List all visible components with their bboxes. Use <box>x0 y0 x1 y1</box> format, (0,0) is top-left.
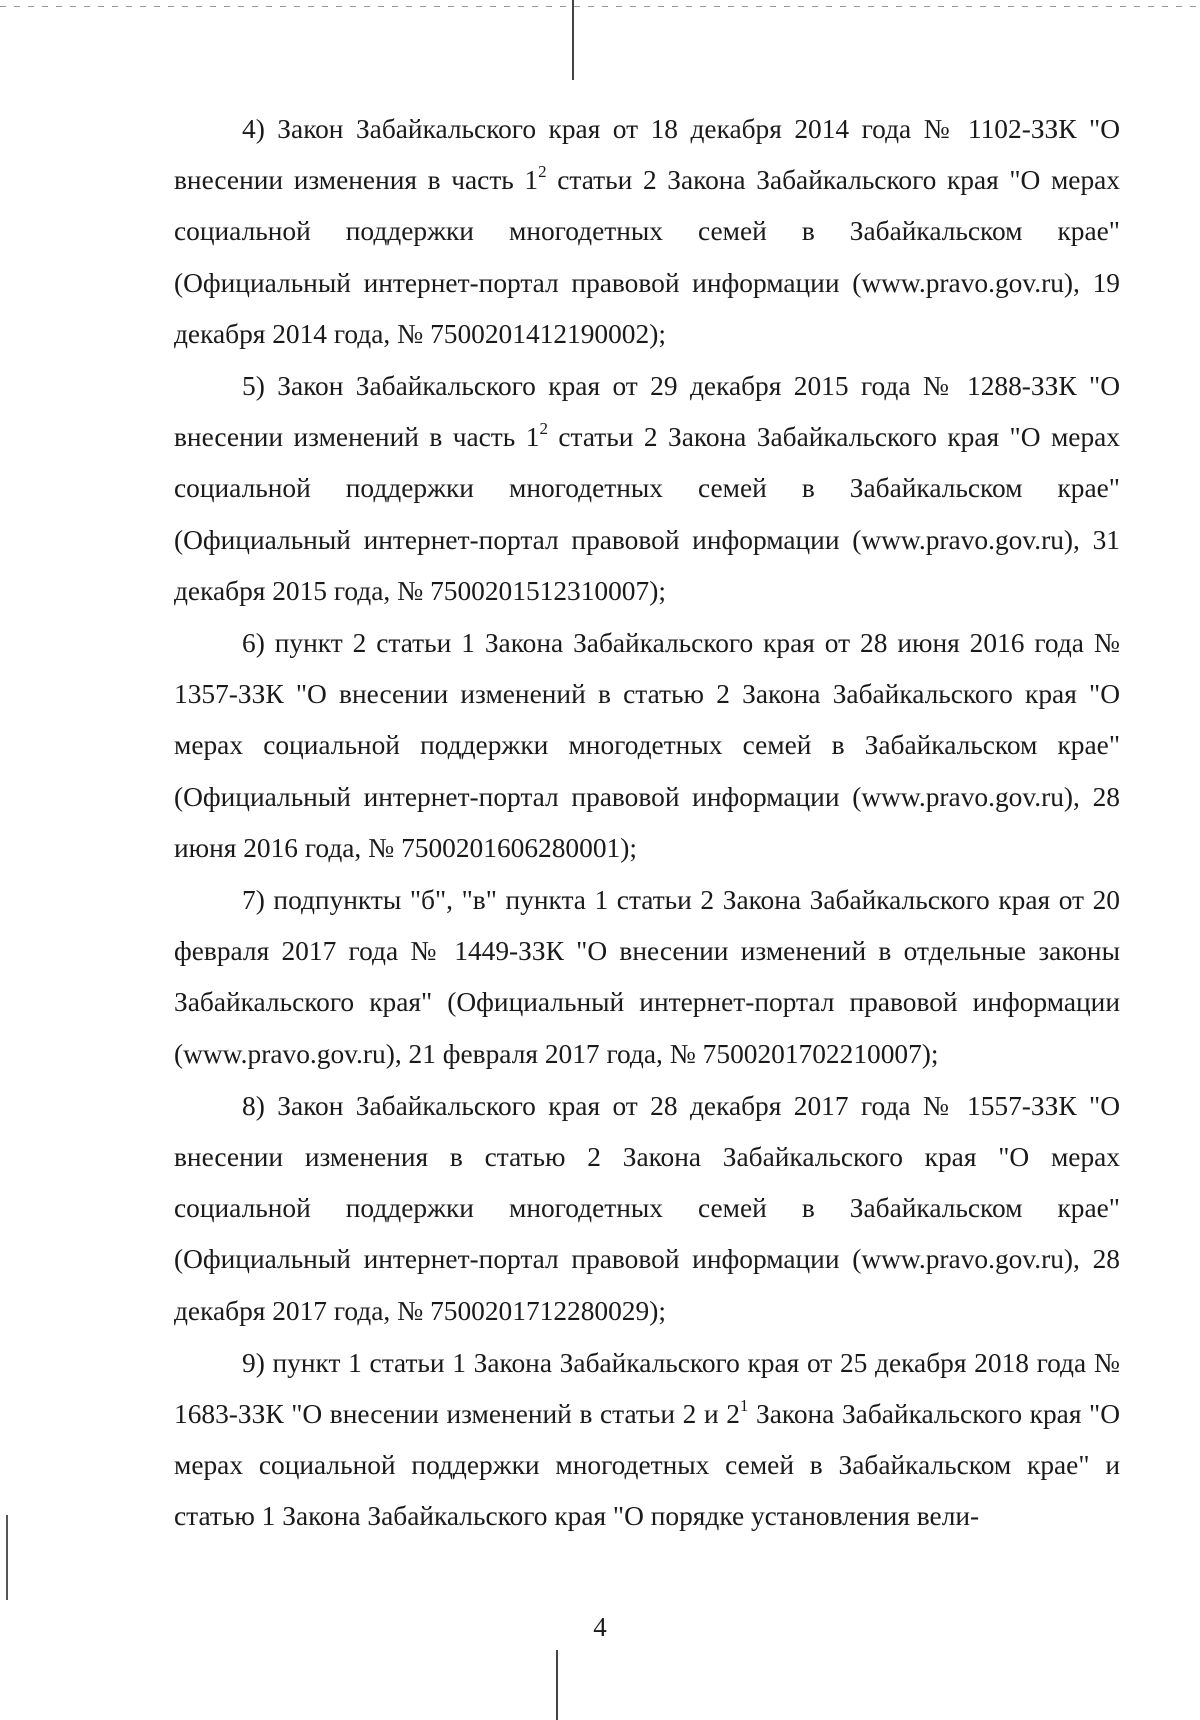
scan-artifact-bottom-line <box>556 1650 558 1720</box>
paragraph-text: 6) пункт 2 статьи 1 Закона Забайкальского края от 28 июня 2016 года № 1357-ЗЗК "О внесении изменений в статью 2 Закона Забайкальского края "О мерах социальной поддержки многодетных семей в Забайкальском крае" (Официальный интернет-портал правовой информации (www.pravo.gov.ru), 28 июня 2016 года, № 7500201606280001); <box>174 628 1120 863</box>
paragraph-text: 9) пункт 1 статьи 1 Закона Забайкальского края от 25 декабря 2018 года № 1683-ЗЗК "О внесении изменений в статьи 2 и 2 <box>174 1347 1120 1430</box>
list-item-9 <box>174 1338 1120 1543</box>
paragraph-text: статьи 2 Закона Забайкальского края "О мерах социальной поддержки многодетных семей в Забайкальском крае" (Официальный интернет-портал правовой информации (www.pravo.gov.ru), 31 декабря 2015 года, № 7500201512310007); <box>174 422 1121 606</box>
paragraph-text: статьи 2 Закона Забайкальского края "О мерах социальной поддержки многодетных семей в Забайкальском крае" (Официальный интернет-портал правовой информации (www.pravo.gov.ru), 19 декабря 2014 года, № 7500201412190002); <box>174 165 1121 349</box>
paragraph-text: 8) Закон Забайкальского края от 28 декабря 2017 года № 1557-ЗЗК "О внесении изменения в статью 2 Закона Забайкальского края "О мерах социальной поддержки многодетных семей в Забайкальском крае" (Официальный интернет-портал правовой информации (www.pravo.gov.ru), 28 декабря 2017 года, № 7500201712280029); <box>174 1090 1120 1326</box>
paragraph-text: Закона Забайкальского края "О мерах социальной поддержки многодетных семей в Забайкальском крае" и статью 1 Закона Забайкальского края "О порядке установления вели- <box>174 1399 1120 1532</box>
superscript: 1 <box>739 1395 749 1415</box>
list-item-4 <box>174 104 1120 360</box>
list-item-7 <box>174 875 1120 1080</box>
superscript: 2 <box>539 419 548 439</box>
document-body <box>174 104 1120 1544</box>
scan-artifact-top-line <box>572 0 574 80</box>
scan-artifact-top-edge <box>0 6 1200 7</box>
page-number: 4 <box>593 1612 607 1642</box>
list-item-5 <box>174 361 1120 617</box>
paragraph-text: 7) подпункты "б", "в" пункта 1 статьи 2 Закона Забайкальского края от 20 февраля 2017 года № 1449-ЗЗК "О внесении изменений в отдельные законы Забайкальского края" (Официальный интернет-портал правовой информации (www.pravo.gov.ru), 21 февраля 2017 года, № 7500201702210007); <box>174 885 1120 1069</box>
list-item-8 <box>174 1081 1120 1337</box>
list-item-6 <box>174 618 1120 874</box>
paragraph-text: 5) Закон Забайкальского края от 29 декабря 2015 года № 1288-ЗЗК "О внесении изменений в часть 1 <box>174 371 1120 453</box>
superscript: 2 <box>538 162 547 182</box>
scan-artifact-left-line <box>6 1515 8 1600</box>
paragraph-text: 4) Закон Забайкальского края от 18 декабря 2014 года № 1102-ЗЗК "О внесении изменения в часть 1 <box>174 114 1120 196</box>
